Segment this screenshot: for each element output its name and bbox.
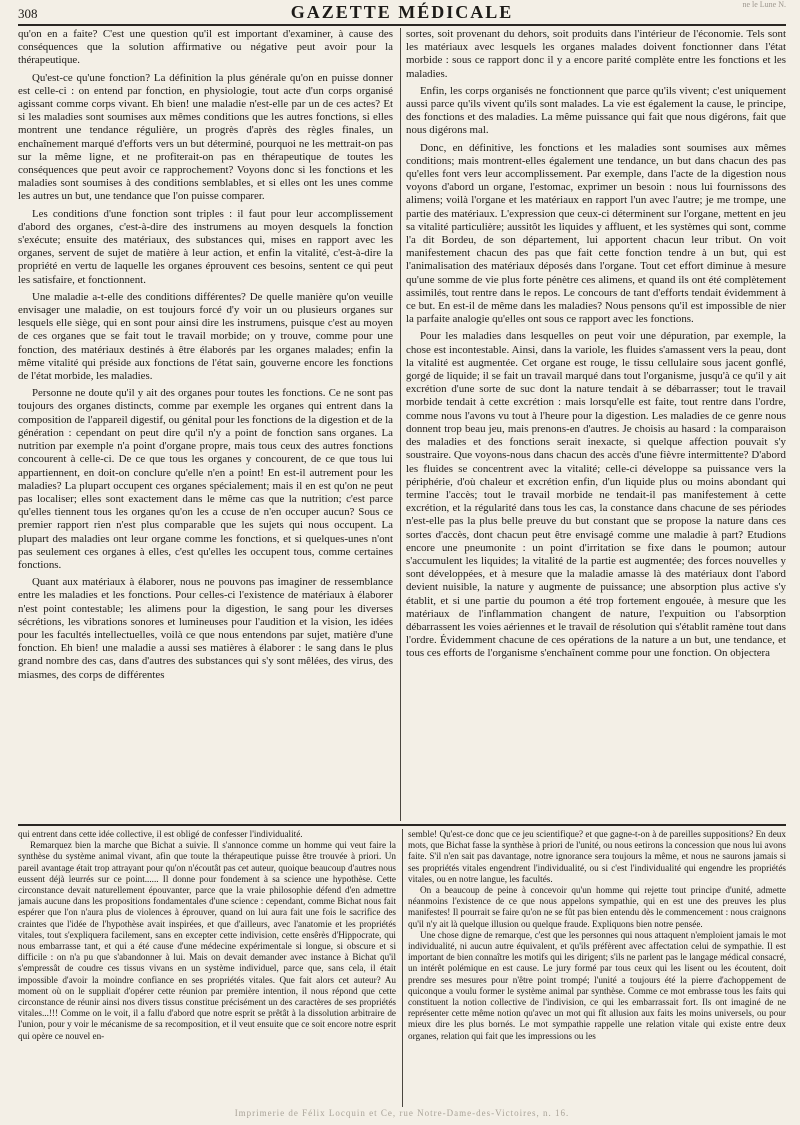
paragraph: Donc, en définitive, les fonctions et les maladies sont soumises aux mêmes conditions; mais montrent-elles également une tendance, un but dans chacun des pas qu'elles font vers leur accomplissement. Par exemple, dans l'acte de la digestion nous voyons d'abord un organe, l'estomac, exprimer un besoin : nous lui fournissons des alimens; voilà l'organe et les matériaux en rapport l'un avec l'autre; je me trompe, une partie des matériaux. L'expression que ceux-ci déterminent sur l'organe, mettent en jeu sa vitalité particulière; aussitôt les liquides y affluent, et les systèmes qui sont, comme l'a dit Bordeu, de son département, lui apportent chacun leur tribut. On voit manifestement chacun des pas que fait cette fonction tendre à un but, qui est l'animalisation des matériaux déposés dans l'organe. Tout cet effort diminue à mesure qu'une somme de vie plus forte pénètre ces alimens, et quand ils ont été complètement assimilés, tout rentre dans le repos. Le concours de tant d'efforts tendait évidemment à ce but. En est-il de même dans les maladies? Nous pensons qu'il est impossible de nier la parfaite analogie qu'elles ont sous ce rapport avec les fonctions. (406, 141, 786, 326)
paragraph: semble! Qu'est-ce donc que ce jeu scientifique? et que gagne-t-on à de pareilles suppositions? En deux mots, que Bichat fasse la synthèse à priori de l'unité, ou nous eetirons la concession que nous lui avons faite. S'il n'en sait pas davantage, notre ignorance sera toujours la même, et nous ne saurons jamais si ses propriétés vitales engendrent l'individualité, ou si c'est l'individualité qui engendre les propriétés vitales, ou en notre langue, les facultés. (408, 829, 786, 884)
article-body (18, 28, 786, 821)
feuilleton-column-right (408, 829, 786, 1107)
paragraph: Qu'est-ce qu'une fonction? La définition la plus générale qu'on en puisse donner est celle-ci : on entend par fonction, en physiologie, tout acte d'un corps organisé agissant comme corps vivant. Eh bien! une maladie n'est-elle par un de ces actes? Et si les maladies sont soumises aux mêmes conditions que les autres fonctions, si elles montrent une tendance régulière, un progrès d'après des règles finales, un enchaînement marqué d'efforts vers un but déterminé, pourquoi ne les mettrait-on pas sur la même ligne, et ne profiterait-on pas en thérapeutique de toutes les conséquences que peut avoir ce rapprochement? Voyons donc si les fonctions et les maladies sont soumises à des conditions semblables, et si elles ont les unes comme les autres un but, une tendance que l'on puisse comparer. (18, 71, 393, 203)
column-right (406, 28, 786, 821)
column-divider (400, 28, 401, 821)
column-left (18, 28, 393, 821)
page-number: 308 (18, 6, 38, 21)
paragraph: Enfin, les corps organisés ne fonctionnent que parce qu'ils vivent; c'est uniquement aussi parce qu'ils vivent qu'ils sont malades. La vie est également la cause, le principe, des fonctions et des maladies. La même puissance qui fait que nous digérons, fait que nous digérons mal. (406, 84, 786, 137)
paragraph: Pour les maladies dans lesquelles on peut voir une dépuration, par exemple, la chose est incontestable. Ainsi, dans la variole, les fluides s'amassent vers la peau, dont la vitalité est augmentée. Cet organe est rouge, le tissu cellulaire sous jacent gonflé, gorgé de liquide; il se fait un travail marqué dans tout l'organisme, jusqu'à ce qu'il y ait excrétion d'une sorte de suc dont la nature tendait à se débarrasser; tout le travail morbide tendait à cette excrétion : mais lorsqu'elle est faite, tout rentre dans l'ordre, comme nous l'avons vu tout à l'heure pour la digestion. Les maladies de ce genre nous donnent trop beau jeu, mais prenons-en d'autres. Je choisis au hasard : la comparaison des maladies et des fonctions serait inexacte, si quelque affection pouvait s'y soustraire. Que voyons-nous dans chacun des accès d'une fièvre intermittente? D'abord les fluides se concentrent avec la vitalité; celle-ci développe sa puissance vers la périphérie, d'où chaleur et excrétion enfin, d'un liquide plus ou moins abondant qui termine l'accès; tout le travail morbide ne tendait-il pas manifestement à cette excrétion, et la régularité dans tous les cas, la constance dans chacune de ses périodes n'est-elle pas la plus belle preuve du but constant que se propose la nature dans ces sortes d'accès, dont chacun peut être envisagé comme une maladie à part? Etudions encore une pneumonite : un point d'irritation se fixe dans le poumon; autour s'accumulent les liquides; la vitalité de la partie est augmentée; des forces nouvelles y sont développées, et à mesure que la maladie amasse là des matériaux dont l'abord devient nuisible, la nature y augmente de puissance; une absorption plus active s'y établit, et si une partie du poumon a été trop fortement engouée, à mesure que les matériaux de l'inflammation changent de nature, l'expuition ou l'absorption débarrassent les voies aériennes et le travail de résolution qui s'établit ramène tout dans l'ordre. Évidemment chacune de ces opérations de la nature a un but, une tendance, et tous ces efforts de l'organisme s'enchaînent comme pour une fonction. On objectera (406, 330, 786, 660)
printer-imprint: Imprimerie de Félix Locquin et Ce, rue Notre-Dame-des-Victoires, n. 16. (234, 1108, 570, 1118)
paragraph: sortes, soit provenant du dehors, soit produits dans l'intérieur de l'économie. Tels sont les matériaux avec lesquels les organes malades doivent fonctionner dans l'état morbide : sous ce rapport donc il y a encore parité complète entre les fonctions et les maladies. (406, 28, 786, 80)
page-header (18, 0, 786, 26)
paragraph: qu'on en a faite? C'est une question qu'il est important d'examiner, à cause des conséquences que la solution affirmative ou négative peut avoir pour la thérapeutique. (18, 28, 393, 67)
paragraph: Remarquez bien la marche que Bichat a suivie. Il s'annonce comme un homme qui veut faire la synthèse du système animal vivant, afin que toute la thérapeutique puisse être trouvée à priori. Un pareil avantage était trop attrayant pour qu'on n'écoutât pas cet auteur, quoique beaucoup d'autres nous eussent déjà leurrés sur ce point...... Il donne pour fondement à sa science une hypothèse. Cette circonstance devait naturellement épouvanter, parce que la vraie philosophie défend d'en admettre jamais aucune dans les propositions fondamentales d'une science : cependant, comme Bichat nous fait espérer que l'on n'aura plus de violences à éprouver, quand on lui aura fait une fois le sacrifice des craintes que l'idée de l'hypothèse avait inspirées, et que d'ailleurs, avec l'anatomie et les propriétés vitales, tout s'expliquera facilement, sans en excepter cette indivision, cette ensêrès d'Hippocrate, qui nous embarrasse tant, et qui a été cause d'une médecine expérimentale si longue, si obscure et si difficile : on n'a pu que s'abandonner à lui. Mais on devait demander avec instance à Bichat qu'il s'empressât de coudre ces tissus vivans en un système individuel, parce que, sans cela, il était impossible d'avoir la moindre confiance en ses propriétés vitales. Que fait alors cet auteur? Au moment où on le suppliait d'opérer cette réunion par première intention, il nous répond que cette circonstance de réunir ainsi nos divers tissus constitue précisément un des caractères de ses propriétés vitales...!!! Comme on le voit, il a fallu d'abord que notre esprit se prêtât à la dissolution arbitraire de l'union, pour y voir le mécanisme de sa recomposition, et il veut ensuite que ce soit encore notre esprit qui opère ce nouvel en- (18, 840, 396, 1041)
paragraph: On a beaucoup de peine à concevoir qu'un homme qui rejette tout principe d'unité, admette néanmoins l'existence de ce que nous appelons sympathie, qui en est une des preuves les plus manifestes! Il pourrait se faire qu'on ne se fût pas bien entendu dès le commencement : nous craignons qu'il n'y ait là quelque illusion ou quelque fraude. Expliquons bien notre pensée. (408, 885, 786, 929)
paragraph: Une chose digne de remarque, c'est que les personnes qui nous attaquent n'emploient jamais le mot individualité, ni aucun autre équivalent, et qu'ils préfèrent avec affectation celui de sympathie. Il est important de bien connaître les motifs qui les dirigent; s'ils ne parlent pas le langage médical consacré, un intérêt polémique en est cause. Le jury formé par tous ceux qui les lisent ou les écoutent, doit prendre ses mesures pour n'être point trompé; l'unité a toujours été la pierre d'achoppement de quiconque a voulu former le système animal par synthèse. Comme ce mot embrasse tous les faits qui constituent la notion collective de l'indivision, ce qui les embarrassait fort. Ils ont imaginé de ne représenter cette même notion qu'avec un mot qui fît allusion aux faits les moins universels, ou pour mieux dire les plus bornés. Le mot sympathie rappelle une relation vitale qui existe entre deux organes, relation qui fait que les impressions ou les (408, 929, 786, 1041)
column-divider (402, 829, 403, 1107)
paragraph: qui entrent dans cette idée collective, il est obligé de confesser l'individualité. (18, 829, 303, 839)
paragraph: Quant aux matériaux à élaborer, nous ne pouvons pas imaginer de ressemblance entre les maladies et les fonctions. Pour celles-ci l'existence de matériaux à élaborer n'est point contestable; les alimens pour la digestion, le sang pour les diverses sécrétions, les vibrations sonores et lumineuses pour l'audition et la vision, les idées pour les facultés intellectuelles, voilà ce que nous entendons par sujet, matière d'une fonction. Eh bien! une maladie a aussi ses matières à élaborer : le sang dans le plus grand nombre des cas, dans d'autres des substances qui s'y sont mêlées, des virus, des miasmes, des corps de différentes (18, 576, 393, 681)
paragraph: Personne ne doute qu'il y ait des organes pour toutes les fonctions. Ce ne sont pas toujours des organes distincts, comme par exemple les organes qui entrent dans la composition de l'appareil digestif, ou génital pour les fonctions de la digestion et de la génération : cependant on peut dire qu'il n'y a point de fonction sans organes. La nutrition par exemple n'a point d'organe propre, mais tous ceux des autres fonctions concourent à celle-ci. De ce que tous les organes y concourent, de ce que tous lui appartiennent, en doit-on conclure qu'elle n'en a point! En est-il autrement pour les maladies? La plupart occupent ces organes spécialement; mais il en est qu'on ne peut pas localiser; elles sont exactement dans le même cas que la nutrition; c'est parce qu'elles tiennent tous les organes qu'on les a ccuse de n'en occuper aucun? Sous ce premier rapport rien n'est plus comparable que les sujets qui nous occupent. La plupart des maladies ont leur organe comme les fonctions, et si quelques-unes n'ont pas seulement ces organes à elles, c'est qu'elles les occupent tous, comme certaines fonctions. (18, 387, 393, 571)
paragraph: Une maladie a-t-elle des conditions différentes? De quelle manière qu'on veuille envisager une maladie, on est toujours forcé d'y voir un ou plusieurs organes sur lesquels elle siège, qui en sont pour ainsi dire les instrumens, puisque c'est au moyen de ces organes que se fait tout le travail morbide; on y trouve, comme pour une fonction, des matériaux destinés à être élaborés par les organes malades; enfin la même vitalité qui préside aux fonctions de l'état sain, gouverne encore les fonctions de l'état morbide, les maladies. (18, 290, 393, 383)
feuilleton-section (18, 829, 786, 1107)
bleed-through-text: ne le Lune N. (742, 0, 786, 9)
section-divider (18, 824, 786, 826)
paragraph: Les conditions d'une fonction sont triples : il faut pour leur accomplissement d'abord des organes, c'est-à-dire des instrumens au moyen desquels la fonction s'exécute; ensuite des matériaux, des substances qui, mises en rapport avec les organes, servent de sujet de matière à leur action, et enfin la vitalité, c'est-à-dire la propriété en vertu de laquelle les organes éprouvent ces besoins, sentent ce qui peut les satisfaire, et fonctionnent. (18, 207, 393, 286)
newspaper-page (18, 0, 786, 1125)
feuilleton-column-left (18, 829, 396, 1107)
journal-title: GAZETTE MÉDICALE (290, 2, 514, 22)
